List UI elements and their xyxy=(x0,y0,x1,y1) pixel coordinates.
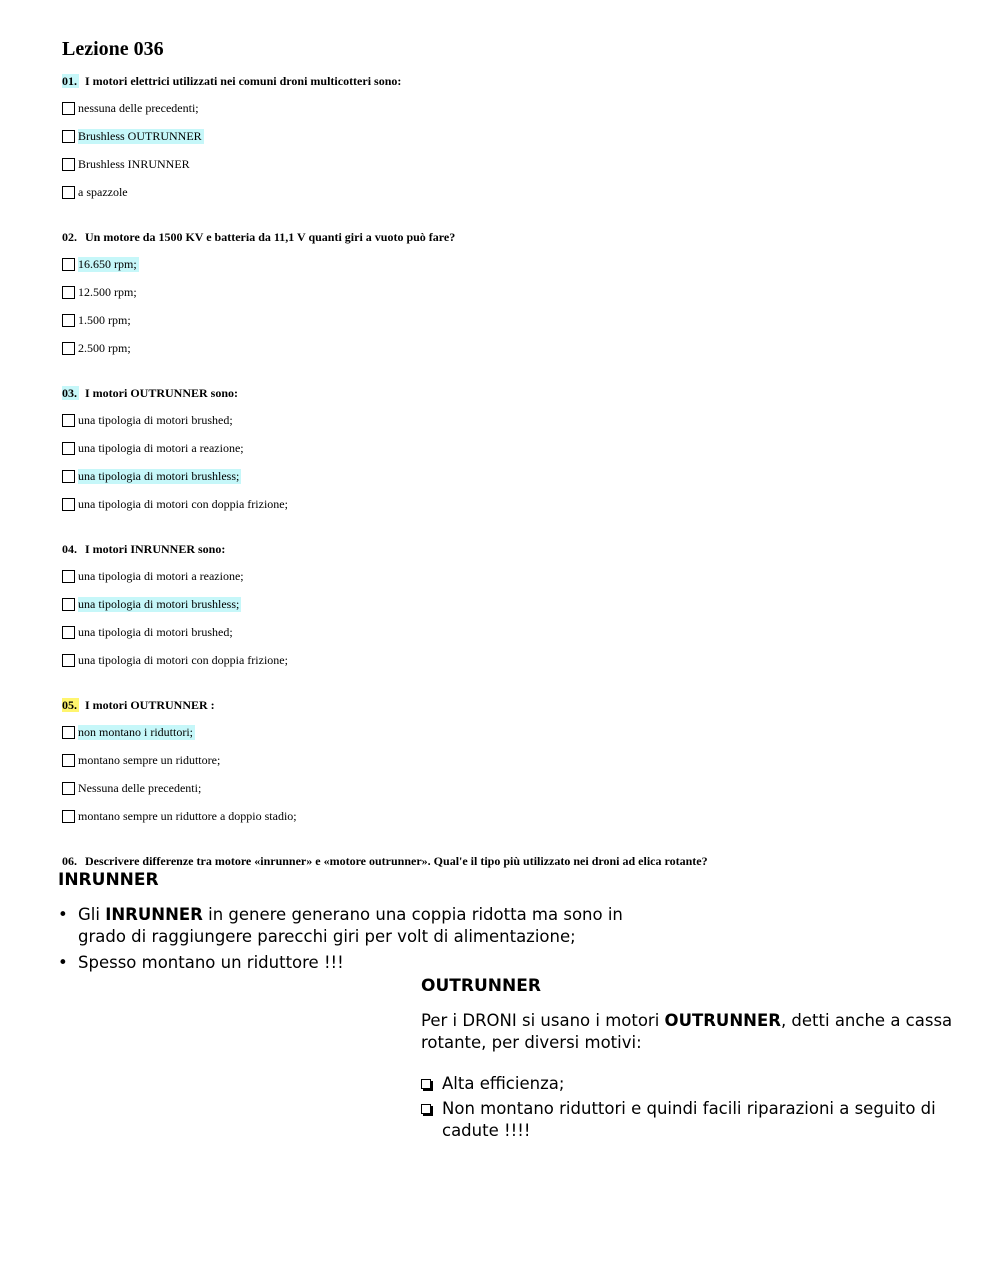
answer-checkbox[interactable] xyxy=(62,726,75,739)
square-bullet-icon xyxy=(421,1079,431,1089)
answer-option[interactable] xyxy=(62,618,982,646)
answer-label: una tipologia di motori brushless; xyxy=(78,596,240,611)
answer-label: nessuna delle precedenti; xyxy=(78,100,199,115)
outrunner-list xyxy=(419,1073,984,1145)
answer-option[interactable] xyxy=(62,178,982,206)
inrunner-item xyxy=(58,952,658,974)
answer-label: una tipologia di motori a reazione; xyxy=(78,568,244,583)
question-header xyxy=(62,384,982,402)
question-number: 02. xyxy=(62,230,77,244)
answer-checkbox[interactable] xyxy=(62,442,75,455)
question-header xyxy=(62,72,982,90)
answer-label: Nessuna delle precedenti; xyxy=(78,780,202,795)
option-list xyxy=(62,718,982,830)
question xyxy=(62,72,982,206)
answer-checkbox[interactable] xyxy=(62,810,75,823)
question-text: I motori INRUNNER sono: xyxy=(85,542,226,556)
answer-label: 16.650 rpm; xyxy=(78,256,137,271)
answer-checkbox[interactable] xyxy=(62,130,75,143)
answer-label: una tipologia di motori a reazione; xyxy=(78,440,244,455)
outrunner-item xyxy=(419,1073,984,1095)
answer-option[interactable] xyxy=(62,490,982,518)
answer-option[interactable] xyxy=(62,334,982,362)
answer-option[interactable] xyxy=(62,94,982,122)
answer-checkbox[interactable] xyxy=(62,498,75,511)
answer-checkbox[interactable] xyxy=(62,414,75,427)
question-text: Descrivere differenze tra motore «inrunner» e «motore outrunner». Qual'e il tipo più utilizzato nei droni ad elica rotante? xyxy=(85,854,708,868)
answer-label: montano sempre un riduttore a doppio stadio; xyxy=(78,808,297,823)
answer-label: Brushless INRUNNER xyxy=(78,156,190,171)
question xyxy=(62,852,982,870)
answer-label: a spazzole xyxy=(78,184,128,199)
answer-label: Brushless OUTRUNNER xyxy=(78,128,202,143)
option-list xyxy=(62,94,982,206)
answer-option[interactable] xyxy=(62,802,982,830)
answer-checkbox[interactable] xyxy=(62,754,75,767)
answer-option[interactable] xyxy=(62,306,982,334)
answer-label: una tipologia di motori brushless; xyxy=(78,468,240,483)
question-header xyxy=(62,852,982,870)
outrunner-item-text: Alta efficienza; xyxy=(442,1074,565,1093)
answer-option[interactable] xyxy=(62,278,982,306)
inrunner-item-text: Spesso montano un riduttore !!! xyxy=(78,953,344,972)
answer-option[interactable] xyxy=(62,718,982,746)
answer-label: 12.500 rpm; xyxy=(78,284,137,299)
answer-option[interactable] xyxy=(62,122,982,150)
answer-option[interactable] xyxy=(62,150,982,178)
page-title: Lezione 036 xyxy=(62,38,164,60)
answer-checkbox[interactable] xyxy=(62,314,75,327)
answer-checkbox[interactable] xyxy=(62,782,75,795)
answer-option[interactable] xyxy=(62,406,982,434)
question-list xyxy=(62,72,982,892)
answer-checkbox[interactable] xyxy=(62,470,75,483)
answer-checkbox[interactable] xyxy=(62,598,75,611)
answer-option[interactable] xyxy=(62,746,982,774)
question-text: I motori elettrici utilizzati nei comuni droni multicotteri sono: xyxy=(85,74,402,88)
question xyxy=(62,540,982,674)
inrunner-item xyxy=(58,904,658,948)
question xyxy=(62,384,982,518)
answer-label: non montano i riduttori; xyxy=(78,724,193,739)
inrunner-title: INRUNNER xyxy=(58,870,159,890)
answer-checkbox[interactable] xyxy=(62,158,75,171)
option-list xyxy=(62,562,982,674)
answer-option[interactable] xyxy=(62,434,982,462)
answer-label: una tipologia di motori brushed; xyxy=(78,412,233,427)
answer-label: una tipologia di motori con doppia frizione; xyxy=(78,652,288,667)
question xyxy=(62,696,982,830)
question-text: I motori OUTRUNNER sono: xyxy=(85,386,238,400)
inrunner-list xyxy=(58,904,658,978)
answer-option[interactable] xyxy=(62,590,982,618)
question-text: I motori OUTRUNNER : xyxy=(85,698,215,712)
answer-label: una tipologia di motori con doppia frizione; xyxy=(78,496,288,511)
answer-checkbox[interactable] xyxy=(62,186,75,199)
option-list xyxy=(62,406,982,518)
square-bullet-icon xyxy=(421,1104,431,1114)
answer-checkbox[interactable] xyxy=(62,626,75,639)
question-number: 05. xyxy=(62,698,77,712)
question-header xyxy=(62,228,982,246)
bullet-icon: • xyxy=(58,905,68,924)
answer-label: 2.500 rpm; xyxy=(78,340,131,355)
answer-option[interactable] xyxy=(62,646,982,674)
outrunner-item-text: Non montano riduttori e quindi facili riparazioni a seguito di cadute !!!! xyxy=(442,1099,936,1140)
answer-option[interactable] xyxy=(62,250,982,278)
outrunner-intro: Per i DRONI si usano i motori OUTRUNNER, detti anche a cassa rotante, per diversi motivi: xyxy=(421,1011,953,1052)
answer-label: montano sempre un riduttore; xyxy=(78,752,221,767)
answer-checkbox[interactable] xyxy=(62,258,75,271)
inrunner-item-text: Gli INRUNNER in genere generano una coppia ridotta ma sono in grado di raggiungere parecchi giri per volt di alimentazione; xyxy=(78,905,623,946)
question-header xyxy=(62,696,982,714)
outrunner-item xyxy=(419,1098,984,1142)
question-header xyxy=(62,540,982,558)
answer-label: 1.500 rpm; xyxy=(78,312,131,327)
answer-label: una tipologia di motori brushed; xyxy=(78,624,233,639)
option-list xyxy=(62,250,982,362)
question-number: 04. xyxy=(62,542,77,556)
answer-option[interactable] xyxy=(62,462,982,490)
question-number: 03. xyxy=(62,386,77,400)
bullet-icon: • xyxy=(58,953,68,972)
answer-checkbox[interactable] xyxy=(62,570,75,583)
question-number: 06. xyxy=(62,854,77,868)
answer-checkbox[interactable] xyxy=(62,654,75,667)
answer-checkbox[interactable] xyxy=(62,286,75,299)
question xyxy=(62,228,982,362)
answer-option[interactable] xyxy=(62,562,982,590)
outrunner-title: OUTRUNNER xyxy=(421,976,541,996)
answer-option[interactable] xyxy=(62,774,982,802)
answer-checkbox[interactable] xyxy=(62,102,75,115)
question-number: 01. xyxy=(62,74,77,88)
question-text: Un motore da 1500 KV e batteria da 11,1 V quanti giri a vuoto può fare? xyxy=(85,230,456,244)
answer-checkbox[interactable] xyxy=(62,342,75,355)
